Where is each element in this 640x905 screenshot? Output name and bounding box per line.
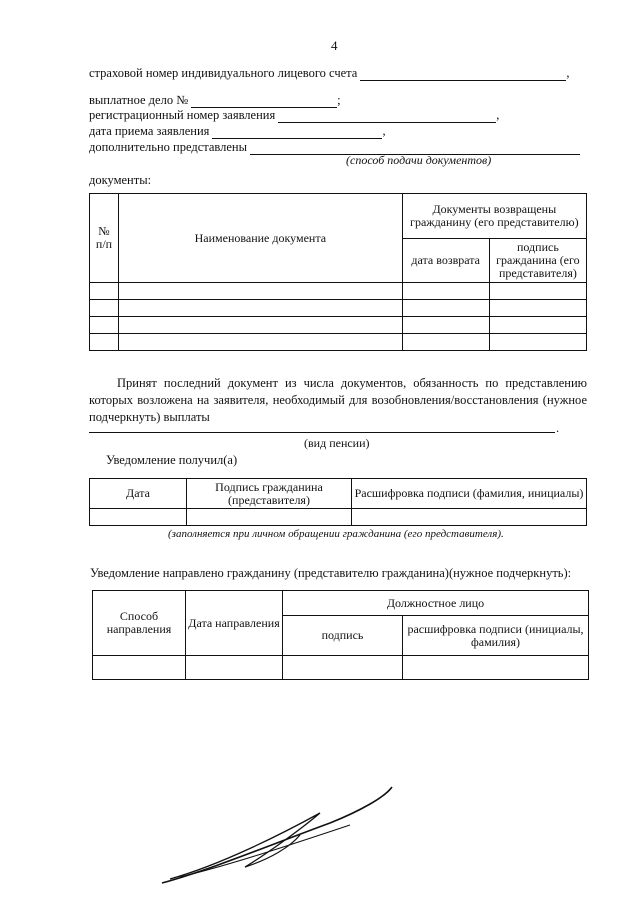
receipt-date-field[interactable]	[212, 126, 382, 139]
insurance-number-row: страховой номер индивидуального лицевого счета ,	[89, 66, 570, 80]
table-cell[interactable]	[489, 334, 586, 351]
table-cell[interactable]	[119, 334, 403, 351]
pension-type-caption: (вид пенсии)	[304, 436, 370, 450]
table-cell[interactable]	[489, 283, 586, 300]
payment-case-field[interactable]	[191, 95, 337, 108]
receipt-col-decoding: Расшифровка подписи (фамилия, инициалы)	[352, 479, 587, 509]
payment-case-row: выплатное дело № ;	[89, 93, 341, 107]
handwritten-signature	[150, 775, 410, 895]
table-cell[interactable]	[402, 300, 489, 317]
receipt-col-date: Дата	[90, 479, 187, 509]
col-signature-header: подпись гражданина (его представителя)	[489, 239, 586, 283]
documents-label: документы:	[89, 173, 152, 187]
table-cell[interactable]	[402, 317, 489, 334]
table-row	[90, 334, 587, 351]
table-row	[90, 509, 587, 526]
submission-method-caption: (способ подачи документов)	[346, 153, 492, 167]
table-cell[interactable]	[186, 656, 283, 680]
insurance-number-label: страховой номер индивидуального лицевого счета	[89, 66, 358, 80]
table-row	[93, 656, 589, 680]
table-cell[interactable]	[489, 300, 586, 317]
registration-number-row: регистрационный номер заявления ,	[89, 108, 500, 122]
table-cell[interactable]	[489, 317, 586, 334]
table-cell[interactable]	[90, 334, 119, 351]
col-return-date-header: дата возврата	[402, 239, 489, 283]
col-returned-header: Документы возвращены гражданину (его представителю)	[402, 194, 586, 239]
table-cell[interactable]	[90, 509, 187, 526]
table-cell[interactable]	[187, 509, 352, 526]
table-row	[90, 317, 587, 334]
table-cell[interactable]	[119, 283, 403, 300]
sent-col-signature: подпись	[283, 616, 403, 656]
table-row	[90, 300, 587, 317]
table-cell[interactable]	[402, 283, 489, 300]
sent-col-official: Должностное лицо	[283, 591, 589, 616]
table-cell[interactable]	[403, 656, 589, 680]
receipt-date-row: дата приема заявления ,	[89, 124, 386, 138]
sent-table	[92, 590, 589, 680]
additionally-submitted-label: дополнительно представлены	[89, 140, 248, 154]
table-cell[interactable]	[90, 283, 119, 300]
table-cell[interactable]	[119, 300, 403, 317]
sent-col-decoding: расшифровка подписи (инициалы, фамилия)	[403, 616, 589, 656]
documents-table	[89, 193, 587, 351]
table-cell[interactable]	[119, 317, 403, 334]
table-row	[90, 283, 587, 300]
table-cell[interactable]	[402, 334, 489, 351]
table-cell[interactable]	[90, 300, 119, 317]
sent-col-method: Способ направления	[93, 591, 186, 656]
registration-number-label: регистрационный номер заявления	[89, 108, 276, 122]
registration-number-field[interactable]	[278, 110, 496, 123]
receipt-table	[89, 478, 587, 526]
acceptance-paragraph: Принят последний документ из числа документов, обязанность по представлению которых возложена на заявителя, необходимый для возобновления/восстановления (нужное подчеркнуть) выплаты	[89, 376, 587, 424]
insurance-number-field[interactable]	[360, 68, 566, 81]
table-cell[interactable]	[283, 656, 403, 680]
notification-received-label: Уведомление получил(а)	[106, 453, 238, 467]
col-name-header: Наименование документа	[119, 194, 403, 283]
col-number-header: № п/п	[90, 194, 119, 283]
pension-line-period: .	[556, 421, 560, 435]
receipt-note: (заполняется при личном обращении гражданина (его представителя).	[168, 528, 504, 540]
receipt-date-label: дата приема заявления	[89, 124, 210, 138]
table-cell[interactable]	[352, 509, 587, 526]
sent-col-date: Дата направления	[186, 591, 283, 656]
additionally-submitted-row	[89, 140, 580, 155]
table-cell[interactable]	[93, 656, 186, 680]
receipt-col-signature: Подпись гражданина (представителя)	[187, 479, 352, 509]
payment-case-label: выплатное дело №	[89, 93, 189, 107]
notification-sent-label: Уведомление направлено гражданину (представителю гражданина)(нужное подчеркнуть):	[90, 566, 572, 580]
page-number: 4	[331, 38, 338, 53]
table-cell[interactable]	[90, 317, 119, 334]
pension-type-field[interactable]	[89, 432, 555, 433]
